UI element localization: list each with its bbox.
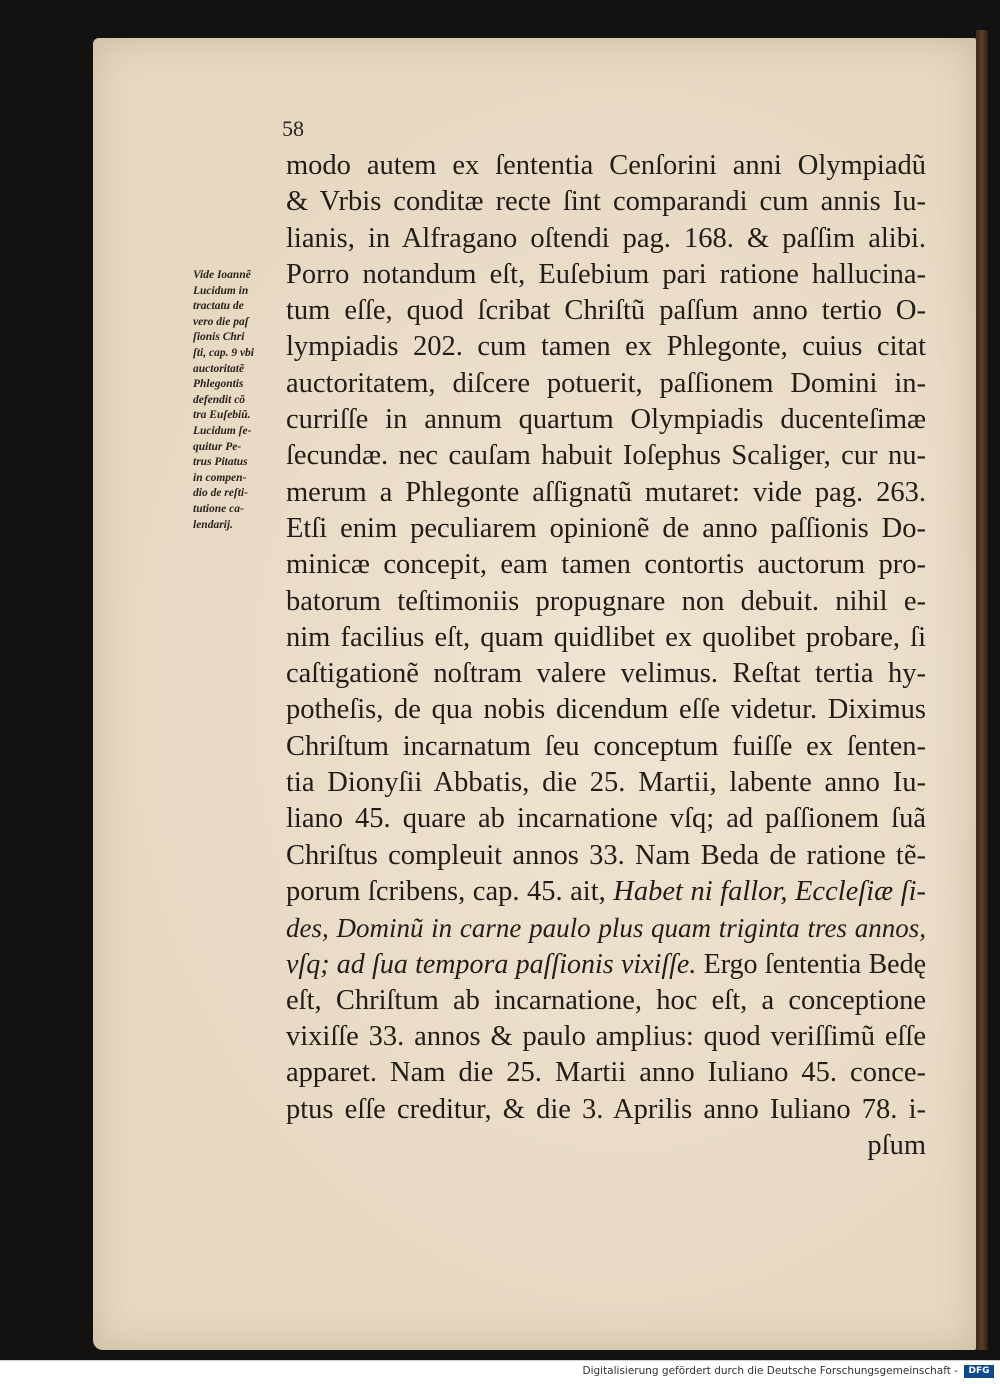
text-line: auctoritatem, diſcere potuerit, paſſionem Domini in- bbox=[286, 367, 926, 399]
text-line: ptus eſſe creditur, & die 3. Aprilis anno Iuliano 78. i- bbox=[286, 1093, 926, 1125]
text-line: modo autem ex ſententia Cenſorini anni Olympiadũ bbox=[286, 150, 926, 181]
text-line: Chriſtum incarnatum ſeu conceptum fuiſſe ex ſenten- bbox=[286, 730, 926, 762]
text-line-mixed bbox=[286, 874, 926, 910]
funding-notice: Digitalisierung gefördert durch die Deutsche Forschungsgemeinschaft - bbox=[582, 1365, 958, 1377]
marginal-note-line: Phlegontis bbox=[193, 378, 244, 391]
page-number: 58 bbox=[282, 116, 304, 141]
text-line: ſecundæ. nec cauſam habuit Ioſephus Scaliger, cur nu- bbox=[286, 440, 926, 472]
text-line-italic: des, Dominũ in carne paulo plus quam triginta tres annos, bbox=[286, 913, 926, 944]
text-line: lympiadis 202. cum tamen ex Phlegonte, cuius citat bbox=[286, 331, 926, 363]
text-line-plain: porum ſcribens, cap. 45. ait, bbox=[286, 875, 614, 907]
text-line: Chriſtus compleuit annos 33. Nam Beda de ratione tẽ- bbox=[286, 839, 926, 871]
marginal-note-line: ſionis Chri bbox=[193, 331, 245, 344]
text-line: batorum teſtimoniis propugnare non debuit. nihil e- bbox=[286, 585, 926, 617]
marginal-note-line: Lucidum in bbox=[193, 284, 249, 297]
text-line: nim facilius eſt, quam quidlibet ex quolibet probare, ſi bbox=[286, 621, 926, 653]
marginal-note-line: defendit cõ bbox=[193, 393, 246, 406]
body-text bbox=[286, 148, 926, 1164]
footer-bar bbox=[0, 1360, 1000, 1384]
text-line: Porro notandum eſt, Euſebium pari ratione hallucina- bbox=[286, 258, 926, 290]
dfg-logo[interactable]: DFG bbox=[964, 1365, 994, 1378]
text-line: curriſſe in annum quartum Olympiadis ducenteſimæ bbox=[286, 404, 926, 436]
marginal-note-line: tra Euſebiũ. bbox=[193, 409, 251, 422]
text-line: merum a Phlegonte aſſignatũ mutaret: vide pag. 263. bbox=[286, 476, 926, 508]
marginal-note-line: dio de reſti- bbox=[193, 487, 248, 500]
text-line: tia Dionyſii Abbatis, die 25. Martii, labente anno Iu- bbox=[286, 767, 926, 799]
text-line: lianis, in Alfragano oſtendi pag. 168. & paſſim alibi. bbox=[286, 222, 926, 254]
page-edge bbox=[976, 30, 988, 1350]
text-line: tum eſſe, quod ſcribat Chriſtũ paſſum anno tertio O- bbox=[286, 295, 926, 327]
text-line: apparet. Nam die 25. Martii anno Iuliano 45. conce- bbox=[286, 1057, 926, 1089]
catchword: pſum bbox=[867, 1130, 926, 1162]
marginal-note-line: tractatu de bbox=[193, 300, 244, 313]
text-line: liano 45. quare ab incarnatione vſq; ad paſſionem ſuã bbox=[286, 803, 926, 835]
marginal-note-line: Lucidum ſe- bbox=[193, 424, 252, 437]
marginal-note-line: ſti, cap. 9 vbi bbox=[193, 346, 254, 359]
text-line: minicæ concepit, eam tamen contortis auctorum pro- bbox=[286, 549, 926, 581]
text-line-italic: vſq; ad ſua tempora paſſionis vixiſſe. bbox=[286, 948, 697, 980]
text-line: vixiſſe 33. annos & paulo amplius: quod veriſſimũ eſſe bbox=[286, 1021, 926, 1053]
marginal-note-line: quitur Pe- bbox=[193, 440, 242, 453]
marginal-note-line: lendarij. bbox=[193, 518, 233, 531]
text-line: potheſis, de qua nobis dicendum eſſe videtur. Diximus bbox=[286, 694, 926, 726]
marginal-note-line: trus Pitatus bbox=[193, 456, 248, 469]
marginal-note-line: Vide Ioannẽ bbox=[193, 269, 251, 281]
marginal-note-line: vero die paſ bbox=[193, 315, 249, 328]
text-line-italic: Habet ni fallor, Eccleſiæ ſi- bbox=[613, 875, 926, 907]
text-line: caſtigationẽ noſtram valere velimus. Reſtat tertia hy- bbox=[286, 658, 926, 690]
marginal-note bbox=[193, 268, 283, 533]
text-line-mixed bbox=[286, 947, 926, 983]
marginal-note-line: tutione ca- bbox=[193, 502, 244, 515]
marginal-note-line: in compen- bbox=[193, 471, 247, 484]
marginal-note-line: auctoritatẽ bbox=[193, 362, 245, 375]
text-line: Etſi enim peculiarem opinionẽ de anno paſſionis Do- bbox=[286, 512, 926, 544]
text-line: & Vrbis conditæ recte ſint comparandi cum annis Iu- bbox=[286, 186, 926, 218]
text-line-plain: Ergo ſententia Bedę bbox=[696, 948, 926, 980]
text-line: eſt, Chriſtum ab incarnatione, hoc eſt, a conceptione bbox=[286, 984, 926, 1016]
